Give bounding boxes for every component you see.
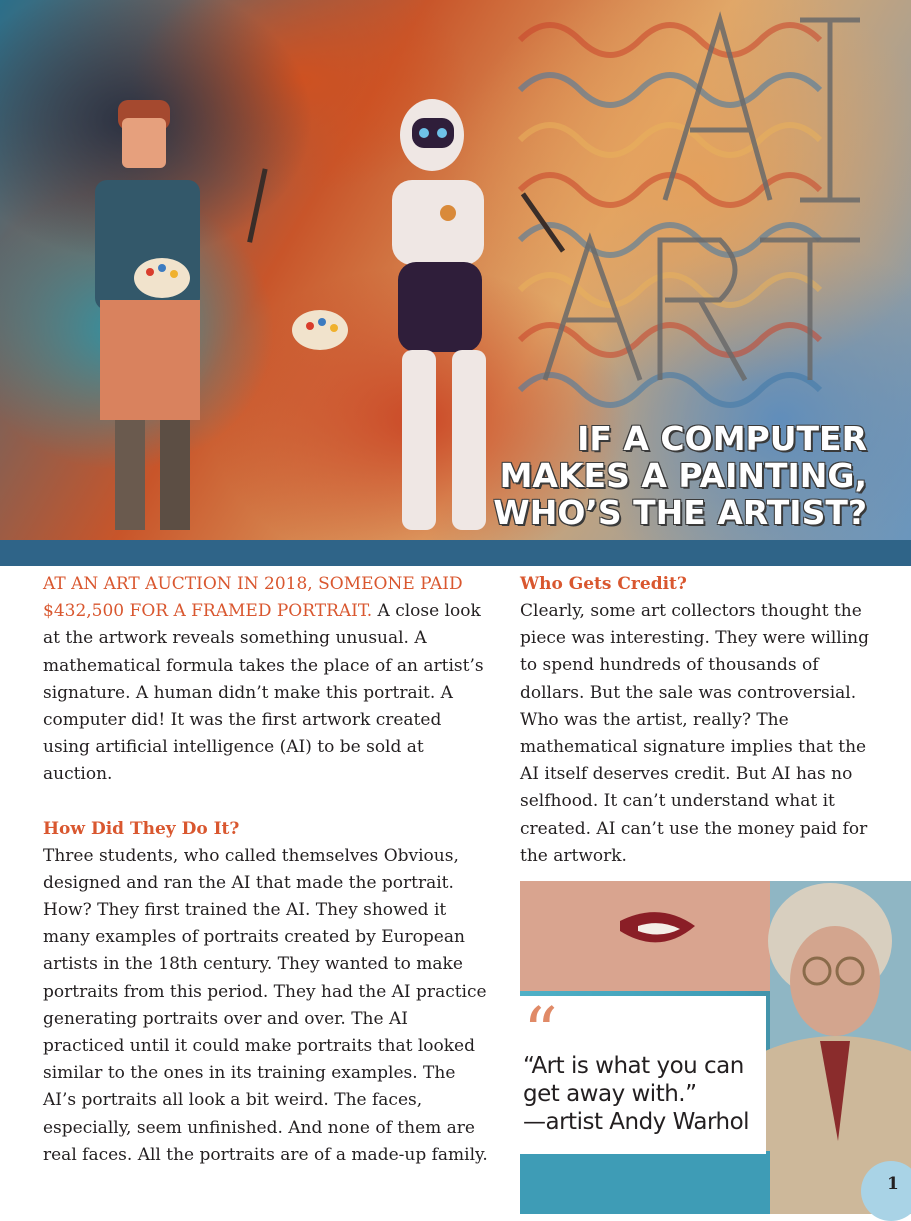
hero-title-line: IF A COMPUTER — [577, 419, 867, 458]
section-body: Clearly, some art collectors thought the piece was interesting. They were willing to spend hundreds of thousands of dollars. But the sale was controversial. Who was the artist, really? The mathematical signature implies that the AI itself deserves credit. But AI has no selfhood. It can’t understand what it created. AI can’t use the money paid for the artwork. — [520, 601, 869, 866]
intro-text: A close look at the artwork reveals something unusual. A mathematical formula takes the place of an artist’s signature. A human didn’t make this portrait. A computer did! It was the first artwork created using artificial intelligence (AI) to be sold at auction. — [43, 601, 484, 785]
hero-title-line: WHO’S THE ARTIST? — [493, 493, 867, 532]
hero-divider-bar — [0, 540, 911, 566]
intro-paragraph — [43, 571, 493, 789]
hero-title-line: MAKES A PAINTING, — [499, 456, 867, 495]
pull-quote — [520, 996, 766, 1154]
hero-title — [447, 420, 867, 531]
quote-attribution: —artist Andy Warhol — [523, 1109, 750, 1135]
page-number: 1 — [887, 1174, 899, 1194]
lead-text: AT AN ART AUCTION IN 2018, SOMEONE PAID $432,500 FOR A FRAMED PORTRAIT. — [43, 574, 463, 622]
quote-mark-icon: “ — [523, 994, 558, 1073]
section-body: Three students, who called themselves Obvious, designed and ran the AI that made the portrait. How? They first trained the AI. They showed it many examples of portraits created by European artists in the 18th century. They wanted to make portraits from this period. They had the AI practice generating portraits over and over. The AI practiced until it could make portraits that looked similar to the ones in its training examples. The AI’s portraits all look a bit weird. The faces, especially, seem unfinished. And none of them are real faces. All the portraits are of a made-up family. — [43, 845, 488, 1165]
quote-text — [523, 1052, 763, 1136]
quote-line: “Art is what you can — [523, 1053, 744, 1079]
left-column — [43, 571, 493, 1169]
right-column — [520, 571, 870, 870]
hero-illustration — [0, 0, 911, 540]
section-heading: How Did They Do It? — [43, 818, 240, 839]
quote-line: get away with.” — [523, 1081, 697, 1107]
section-heading: Who Gets Credit? — [520, 574, 687, 594]
